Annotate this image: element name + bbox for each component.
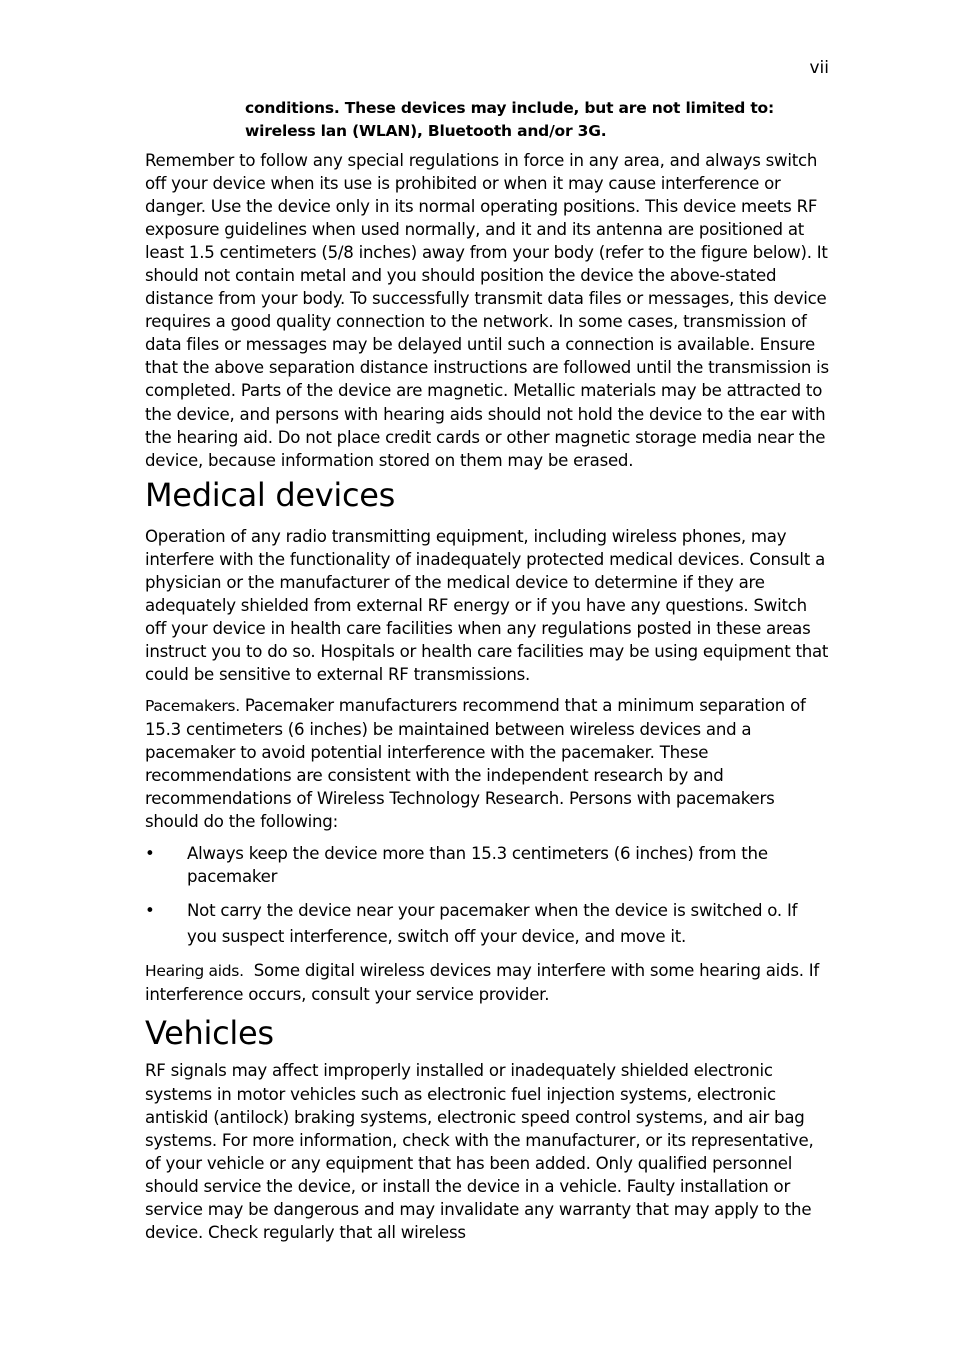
hearing-aids-lead: Hearing aids. <box>145 962 244 981</box>
bullet-icon: • <box>145 901 155 921</box>
list-item <box>145 842 829 888</box>
hearing-aids-text: Some digital wireless devices may interfere with some hearing aids. If interference occurs, consult your service provider. <box>145 961 825 1005</box>
pacemakers-lead: Pacemakers. <box>145 696 240 715</box>
pacemaker-bullet-list <box>145 842 829 950</box>
intro-paragraph: Remember to follow any special regulations in force in any area, and always switch off your device when its use is prohibited or when it may cause interference or danger. Use the device only in its normal operating positions. This device meets RF exposure guidelines when used normally, and it and its antenna are positioned at least 1.5 centimeters (5/8 inches) away from your body (refer to the figure below). It should not contain metal and you should position the device the above-stated distance from your body. To successfully transmit data files or messages, this device requires a good quality connection to the network. In some cases, transmission of data files or messages may be delayed until such a connection is available. Ensure that the above separation distance instructions are followed until the transmission is completed. Parts of the device are magnetic. Metallic materials may be attracted to the device, and persons with hearing aids should not hold the device to the ear with the hearing aid. Do not place credit cards or other magnetic storage media near the device, because information stored on them may be erased. <box>145 151 829 470</box>
pacemakers-paragraph <box>145 694 829 833</box>
pacemakers-text: Pacemaker manufacturers recommend that a minimum separation of 15.3 centimeters (6 inches) be maintained between wireless devices and a pacemaker to avoid potential interference with the pacemaker. These recommendations are consistent with the independent research by and recommendations of Wireless Technology Research. Persons with pacemakers should do the following: <box>145 695 806 832</box>
hearing-aids-paragraph <box>145 959 829 1006</box>
medical-paragraph: Operation of any radio transmitting equipment, including wireless phones, may interfere with the functionality of inadequately protected medical devices. Consult a physician or the manufacturer of the medical device to determine if they are adequately shielded from external RF energy or if you have any questions. Switch off your device in health care facilities when any regulations posted in these areas instruct you to do so. Hospitals or health care facilities may be using equipment that could be sensitive to external RF transmissions. <box>145 526 829 684</box>
bullet-text: Not carry the device near your pacemaker when the device is switched o. If you suspect interference, switch off your device, and move it. <box>187 901 798 947</box>
page-content <box>145 97 829 1244</box>
vehicles-heading: Vehicles <box>145 1014 274 1053</box>
medical-devices-heading: Medical devices <box>145 475 396 514</box>
notice-text: conditions. These devices may include, but are not limited to: wireless lan (WLAN), Bluetooth and/or 3G. <box>245 99 775 140</box>
bullet-icon: • <box>145 844 155 864</box>
page-number: vii <box>809 58 829 78</box>
vehicles-paragraph: RF signals may affect improperly installed or inadequately shielded electronic systems in motor vehicles such as electronic fuel injection systems, electronic antiskid (antilock) braking systems, electronic speed control systems, and air bag systems. For more information, check with the manufacturer, or its representative, of your vehicle or any equipment that has been added. Only qualified personnel should service the device, or install the device in a vehicle. Faulty installation or service may be dangerous and may invalidate any warranty that may apply to the device. Check regularly that all wireless <box>145 1061 814 1242</box>
list-item <box>145 898 829 950</box>
bullet-text: Always keep the device more than 15.3 centimeters (6 inches) from the pacemaker <box>187 844 768 887</box>
